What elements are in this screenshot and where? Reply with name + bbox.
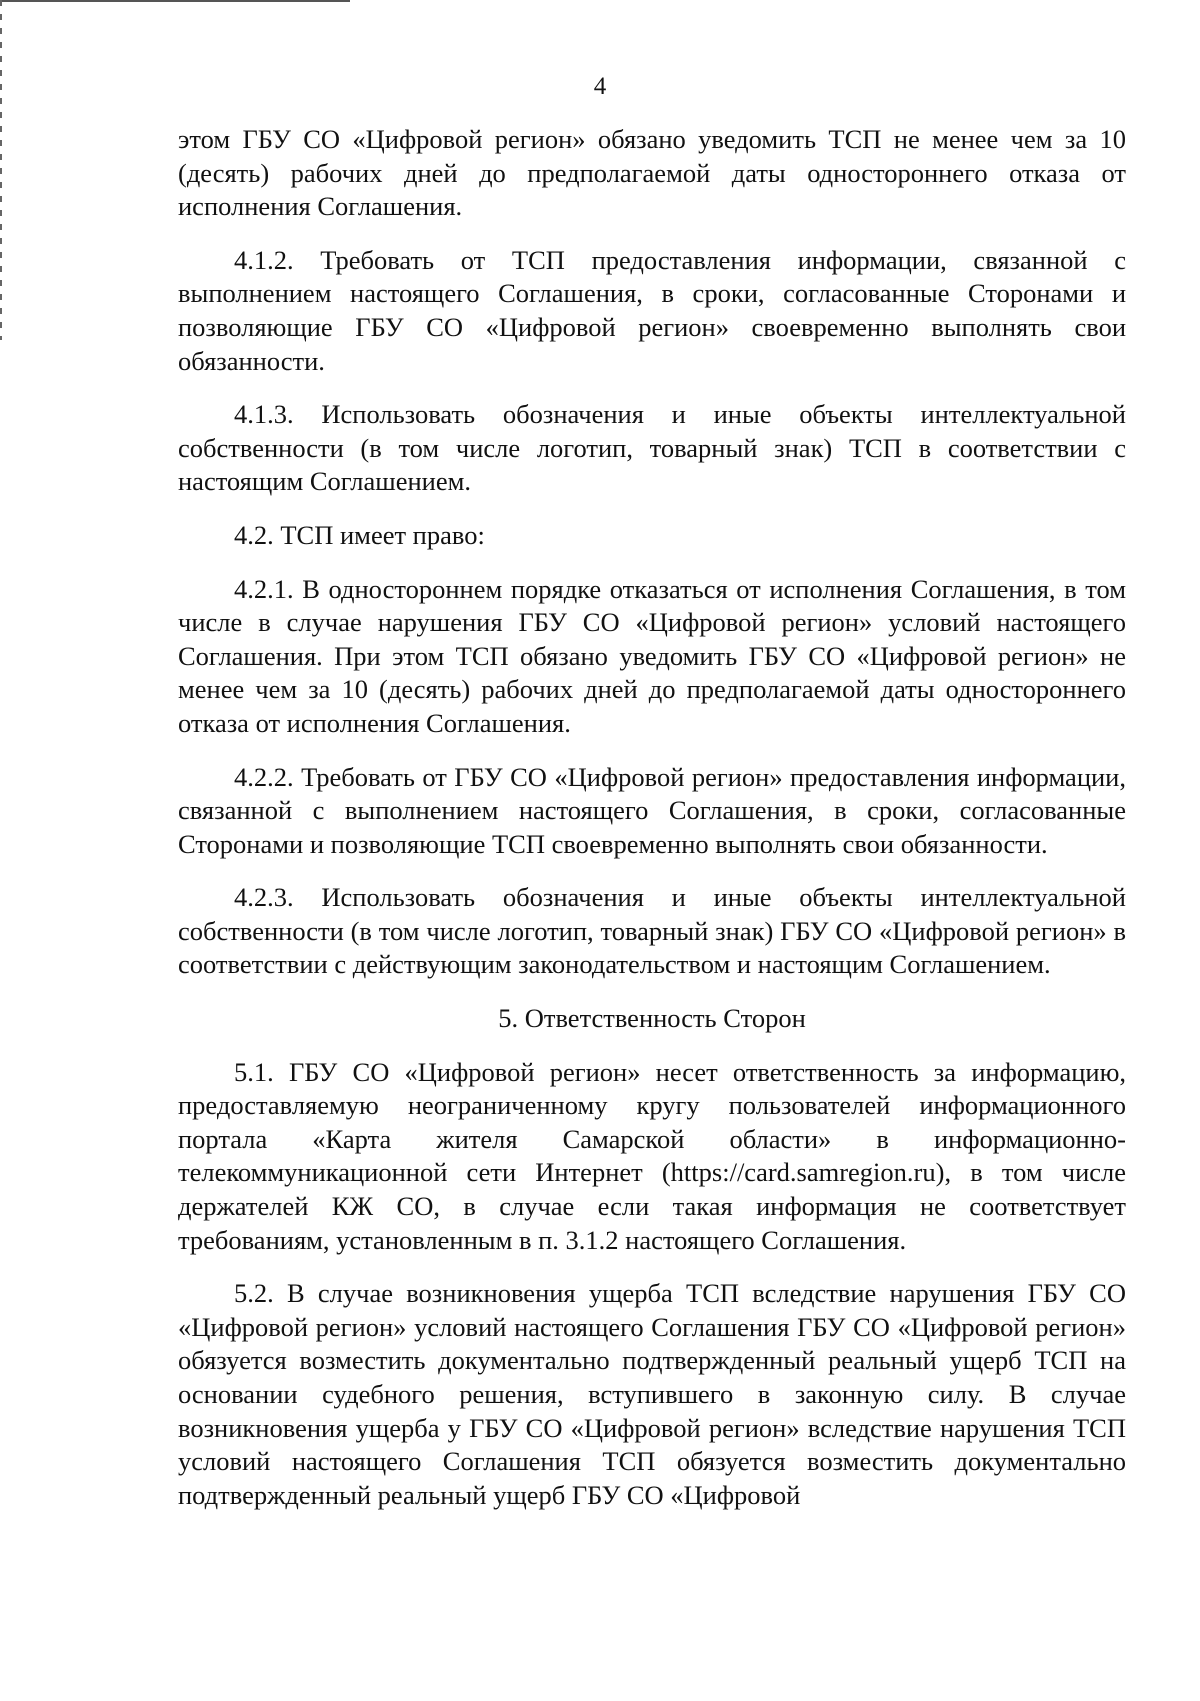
paragraph-4-2-3: 4.2.3. Использовать обозначения и иные объекты интеллектуальной собственности (в том числе логотип, товарный знак) ГБУ СО «Цифровой регион» в соответствии с действующим законодательством и настоящим Соглашением.	[178, 882, 1126, 980]
paragraph-5-2: 5.2. В случае возникновения ущерба ТСП вследствие нарушения ГБУ СО «Цифровой регион» условий настоящего Соглашения ГБУ СО «Цифровой регион» обязуется возместить документально подтвержденный реальный ущерб ТСП на основании судебного решения, вступившего в законную силу. В случае возникновения ущерба у ГБУ СО «Цифровой регион» вследствие нарушения ТСП условий настоящего Соглашения ТСП обязуется возместить документально подтвержденный реальный ущерб ГБУ СО «Цифровой	[178, 1278, 1126, 1510]
paragraph-4-1-2: 4.1.2. Требовать от ТСП предоставления информации, связанной с выполнением настоящего Соглашения, в сроки, согласованные Сторонами и позволяющие ГБУ СО «Цифровой регион» своевременно выполнять свои обязанности.	[178, 244, 1126, 376]
paragraph-5-1: 5.1. ГБУ СО «Цифровой регион» несет ответственность за информацию, предоставляемую неограниченному кругу пользователей информационного портала «Карта жителя Самарской области» в информационно-телекоммуникационной сети Интернет (https://card.samregion.ru), в том числе держателей КЖ СО, в случае если такая информация не соответствует требованиям, установленным в п. 3.1.2 настоящего Соглашения.	[178, 1056, 1126, 1255]
paragraph-4-2-1: 4.2.1. В одностороннем порядке отказаться от исполнения Соглашения, в том числе в случае нарушения ГБУ СО «Цифровой регион» условий настоящего Соглашения. При этом ТСП обязано уведомить ГБУ СО «Цифровой регион» не менее чем за 10 (десять) рабочих дней до предполагаемой даты одностороннего отказа от исполнения Соглашения.	[178, 573, 1126, 738]
page-number: 4	[593, 73, 607, 100]
paragraph-4-1-3: 4.1.3. Использовать обозначения и иные объекты интеллектуальной собственности (в том числе логотип, товарный знак) ТСП в соответствии с настоящим Соглашением.	[178, 399, 1126, 497]
paragraph-4-2: 4.2. ТСП имеет право:	[234, 519, 485, 550]
scan-edge-left	[0, 0, 2, 340]
scan-edge-top	[0, 0, 350, 2]
paragraph-4-2-2: 4.2.2. Требовать от ГБУ СО «Цифровой регион» предоставления информации, связанной с выполнением настоящего Соглашения, в сроки, согласованные Сторонами и позволяющие ТСП своевременно выполнять свои обязанности.	[178, 761, 1126, 859]
paragraph-continuation: этом ГБУ СО «Цифровой регион» обязано уведомить ТСП не менее чем за 10 (десять) рабочих дней до предполагаемой даты одностороннего отказа от исполнения Соглашения.	[178, 124, 1126, 222]
section-heading-5: 5. Ответственность Сторон	[498, 1003, 806, 1034]
document-body	[178, 123, 1126, 1532]
